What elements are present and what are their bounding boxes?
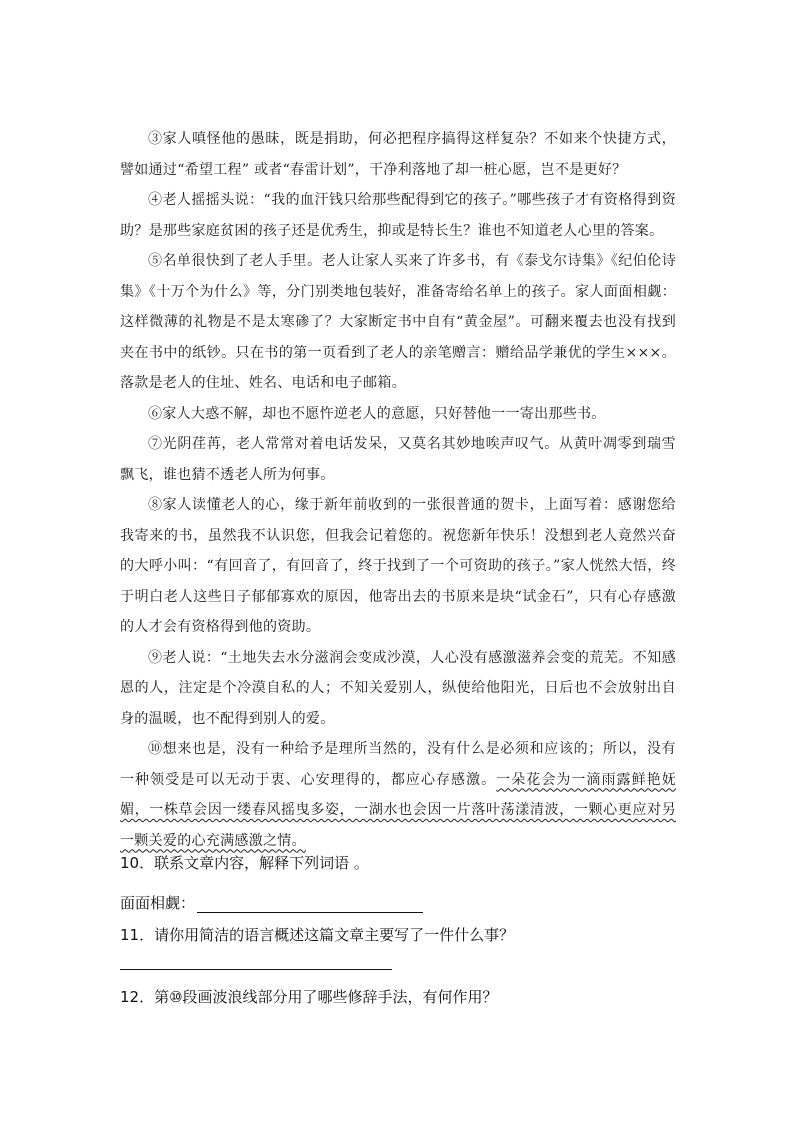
answer-blank-11[interactable]	[120, 969, 392, 970]
question-10-term-row	[120, 893, 423, 913]
paragraph-10	[120, 734, 676, 856]
answer-blank-10[interactable]	[197, 894, 423, 913]
paragraph-10-plain: ⑩想来也是，没有一种给予是理所当然的，没有什么是必须和应该的；所以，没有一种领受是可以无动于衷、心安理得的，都应心存感激。	[120, 741, 676, 788]
paragraph-7: ⑦光阴荏苒，老人常常对着电话发呆，又莫名其妙地唉声叹气。从黄叶凋零到瑞雪飘飞，谁也猜不透老人所为何事。	[120, 436, 676, 483]
question-11: 11．请你用简洁的语言概述这篇文章主要写了一件什么事？	[120, 926, 515, 944]
paragraph-9: ⑨老人说：“土地失去水分滋润会变成沙漠，人心没有感激滋养会变的荒芜。不知感恩的人，注定是个冷漠自私的人；不知关爱别人，纵使给他阳光，日后也不会放射出自身的温暖，也不配得到别人的爱。	[120, 649, 676, 727]
question-12: 12．第⑩段画波浪线部分用了哪些修辞手法，有何作用？	[120, 988, 498, 1006]
reading-passage	[120, 124, 676, 856]
paragraph-5: ⑤名单很快到了老人手里。老人让家人买来了许多书，有《泰戈尔诗集》《纪伯伦诗集》《十万个为什么》等，分门别类地包装好，准备寄给名单上的孩子。家人面面相觑：这样微薄的礼物是不是太寒碜了？大家断定书中自有“黄金屋”。可翻来覆去也没有找到夹在书中的纸钞。只在书的第一页看到了老人的亲笔赠言：赠给品学兼优的学生×××。落款是老人的住址、姓名、电话和电子邮箱。	[120, 253, 676, 391]
paragraph-4: ④老人摇摇头说：“我的血汗钱只给那些配得到它的孩子。”哪些孩子才有资格得到资助？是那些家庭贫困的孩子还是优秀生，抑或是特长生？谁也不知道老人心里的答案。	[120, 192, 676, 239]
question-10: 10．联系文章内容，解释下列词语 。	[120, 854, 369, 872]
paragraph-6: ⑥家人大惑不解，却也不愿忤逆老人的意愿，只好替他一一寄出那些书。	[148, 405, 606, 422]
paragraph-8: ⑧家人读懂老人的心，缘于新年前收到的一张很普通的贺卡，上面写着：感谢您给我寄来的书，虽然我不认识您，但我会记着您的。祝您新年快乐！没想到老人竟然兴奋的大呼小叫：“有回音了，有回音了，终于找到了一个可资助的孩子。”家人恍然大悟，终于明白老人这些日子郁郁寡欢的原因，他寄出去的书原来是块“试金石”，只有心存感激的人才会有资格得到他的资助。	[120, 497, 676, 635]
paragraph-10-wavy-underlined: 一朵花会为一滴雨露鲜艳妩媚，一株草会因一缕春风摇曳多姿，一湖水也会因一片落叶荡漾清波，一颗心更应对另一颗关爱的心充满感激之情。	[120, 771, 676, 849]
paragraph-3: ③家人嗔怪他的愚昧，既是捐助，何必把程序搞得这样复杂？不如来个快捷方式，譬如通过“希望工程” 或者“春雷计划”，干净利落地了却一桩心愿，岂不是更好？	[120, 131, 676, 178]
question-10-term: 面面相觑：	[120, 894, 196, 912]
